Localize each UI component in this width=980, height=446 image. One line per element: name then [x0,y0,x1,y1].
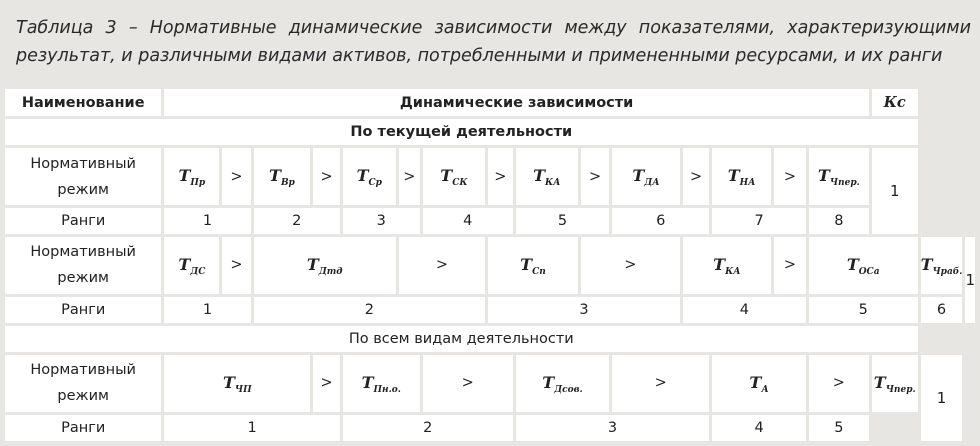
row-label-mode: Нормативный режим [5,148,161,205]
var-b2-4: $T_{ОСа}$ [809,237,918,294]
row-label-ranks: Ранги [5,415,161,441]
var-symbol: T [178,165,191,185]
dependencies-table-body [2,86,978,444]
row-label-ranks: Ранги [5,297,161,323]
row-label-ranks: Ранги [5,208,161,234]
section-all-activities: По всем видам деятельности [5,326,918,352]
rank-cell: 1 [164,297,250,323]
var-b3-3: $T_А$ [712,355,806,412]
var-b3-4: $T_{Чпер.}$ [872,355,918,412]
var-b3-0: $T_{ЧП}$ [164,355,310,412]
rank-cell: 4 [712,415,806,441]
rank-cell: 6 [612,208,709,234]
header-dependencies: Динамические зависимости [164,89,868,116]
gt-sign: > [399,148,420,205]
rank-cell: 5 [809,297,918,323]
gt-sign: > [313,148,339,205]
table-caption: Таблица 3 – Нормативные динамические зависимости между показателями, характеризующими результат, и различными видами активов, потребленными и примененными ресурсами, и их ранги [16,18,971,66]
gt-sign: > [612,355,709,412]
rank-cell: 5 [516,208,610,234]
rank-cell: 2 [343,415,513,441]
var-b2-1: $T_{Дтд}$ [254,237,396,294]
rank-cell: 3 [516,415,710,441]
gt-sign: > [683,148,709,205]
var-b3-2: $T_{Дсов.}$ [516,355,610,412]
var-b1-2: $T_{Ср}$ [343,148,396,205]
var-b1-1: $T_{Вр}$ [254,148,311,205]
header-name: Наименование [5,89,161,116]
rank-cell: 4 [683,297,806,323]
rank-cell: 6 [921,297,963,323]
kc-value-b2: 1 [965,237,975,323]
gt-sign: > [399,237,485,294]
rank-cell: 3 [488,297,680,323]
gt-sign: > [313,355,339,412]
var-b1-4: $T_{КА}$ [516,148,578,205]
var-b2-3: $T_{КА}$ [683,237,771,294]
rank-cell: 8 [809,208,869,234]
gt-sign: > [581,148,609,205]
gt-sign: > [774,237,806,294]
var-b3-1: $T_{Пн.о.}$ [343,355,420,412]
gt-sign: > [423,355,513,412]
var-b2-2: $T_{Сп}$ [488,237,578,294]
header-kc: Кс [872,89,918,116]
gt-sign: > [222,148,250,205]
rank-cell: 1 [164,208,250,234]
row-label-mode: Нормативный режим [5,355,161,412]
rank-cell: 5 [809,415,869,441]
var-b2-5: $T_{Чраб.}$ [921,237,963,294]
rank-cell: 7 [712,208,806,234]
rank-cell: 2 [254,297,485,323]
gt-sign: > [774,148,806,205]
gt-sign: > [222,237,250,294]
row-label-mode: Нормативный режим [5,237,161,294]
var-b1-5: $T_{ДА}$ [612,148,680,205]
var-b1-6: $T_{НА}$ [712,148,771,205]
gt-sign: > [488,148,513,205]
var-b1-3: $T_{СК}$ [423,148,485,205]
gt-sign: > [581,237,680,294]
var-b1-0: $T_{Пр}$ [164,148,219,205]
var-b2-0: $T_{ДС}$ [164,237,219,294]
gt-sign: > [809,355,869,412]
rank-cell: 3 [343,208,420,234]
rank-cell: 4 [423,208,513,234]
rank-cell: 1 [164,415,339,441]
kc-value-b1: 1 [872,148,918,234]
rank-cell: 2 [254,208,340,234]
kc-value-b3: 1 [921,355,963,441]
var-b1-7: $T_{Чпер.}$ [809,148,869,205]
section-current-activity: По текущей деятельности [5,119,918,145]
